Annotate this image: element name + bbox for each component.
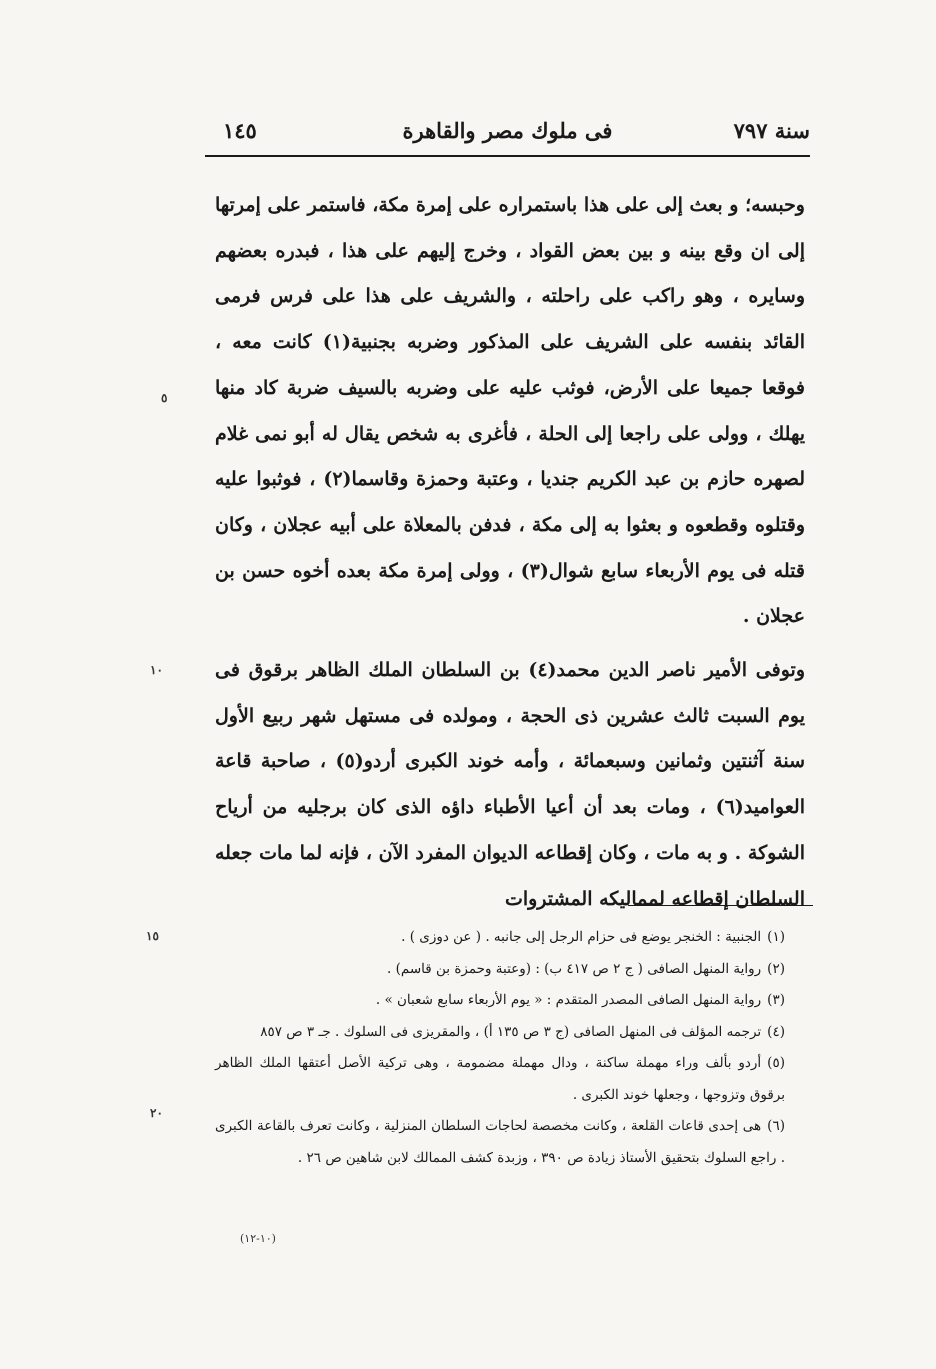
printer-signature: (١٠-١٢) <box>240 1232 276 1245</box>
header-year: سنة ٧٩٧ <box>733 118 810 143</box>
margin-line-number: ١٠ <box>150 663 163 677</box>
page-header <box>205 112 810 156</box>
footnote: (٢)رواية المنهل الصافى ( ج ٢ ص ٤١٧ ب) : (وعتبة وحمزة بن قاسم) . <box>386 960 785 977</box>
footnote-rule <box>628 905 813 906</box>
footnote: (١)الجنبية : الخنجر يوضع فى حزام الرجل إلى جانبه . ( عن دوزى ) . <box>401 929 785 945</box>
footnote: (٣)رواية المنهل الصافى المصدر المتقدم : « يوم الأربعاء سابع شعبان » . <box>375 992 785 1008</box>
header-rule <box>205 155 810 157</box>
margin-line-number: ٢٠ <box>150 1106 163 1120</box>
main-text <box>215 183 805 922</box>
page-number: ١٤٥ <box>223 118 257 143</box>
paragraph-2: وتوفى الأمير ناصر الدين محمد(٤) بن السلطان الملك الظاهر برقوق فى يوم السبت ثالث عشرين ذى الحجة ، ومولده فى مستهل شهر ربيع الأول سنة آثنتين وثمانين وسبعمائة ، وأمه خوند الكبرى أردو(٥) ، صاحبة قاعة العواميد(٦) ، ومات بعد أن أعيا الأطباء داؤه الذى كان برجليه من أرياح الشوكة . و به مات ، وكان إقطاعه الديوان المفرد الآن ، فإنه لما مات جعله السلطان إقطاعه لمماليكه المشتروات <box>215 659 806 910</box>
paragraph-1: وحبسه؛ و بعث إلى على هذا باستمراره على إمرة مكة، فاستمر على إمرتها إلى ان وقع بينه و بين بعض القواد ، وخرج إليهم على هذا ، فبدره بعضهم وسايره ، وهو راكب على راحلته ، والشريف على هذا على فرس فرمى القائد بنفسه على الشريف على المذكور وضربه بجنبية(١) كانت معه ، فوقعا جميعا على الأرض، فوثب عليه على وضربه بالسيف ضربة كاد منها يهلك ، وولى على راجعا إلى الحلة ، فأغرى به شخص يقال له أبو نمى غلام لصهره حازم بن عبد الكريم جنديا ، وعتبة وحمزة وقاسما(٢) ، فوثبوا عليه وقتلوه وقطعوه و بعثوا به إلى مكة ، فدفن بالمعلاة على أبيه عجلان ، وكان قتله فى يوم الأربعاء سابع شوال(٣) ، وولى إمرة مكة بعده أخوه حسن بن عجلان . <box>215 194 806 628</box>
footnote: (٥)أردو بألف وراء مهملة ساكنة ، ودال مهملة مضمومة ، وهى تركية الأصل أعتقها الملك الظاهر برقوق وتزوجها ، وجعلها خوند الكبرى . <box>215 1055 785 1103</box>
footnote: (٦)هى إحدى قاعات القلعة ، وكانت مخصصة لحاجات السلطان المنزلية ، وكانت تعرف بالقاعة الكبرى . راجع السلوك بتحقيق الأستاذ زيادة ص ٣٩٠ ، وزبدة كشف الممالك لابن شاهين ص ٢٦ . <box>215 1118 785 1166</box>
footnote: (٤)ترجمه المؤلف فى المنهل الصافى (ج ٣ ص ١٣٥ أ) ، والمقريزى فى السلوك . جـ ٣ ص ٨٥٧ <box>260 1023 785 1040</box>
footnotes <box>215 922 815 1174</box>
margin-line-number: ١٥ <box>146 929 159 943</box>
header-title: فى ملوك مصر والقاهرة <box>402 118 613 143</box>
margin-line-number: ٥ <box>161 391 168 405</box>
